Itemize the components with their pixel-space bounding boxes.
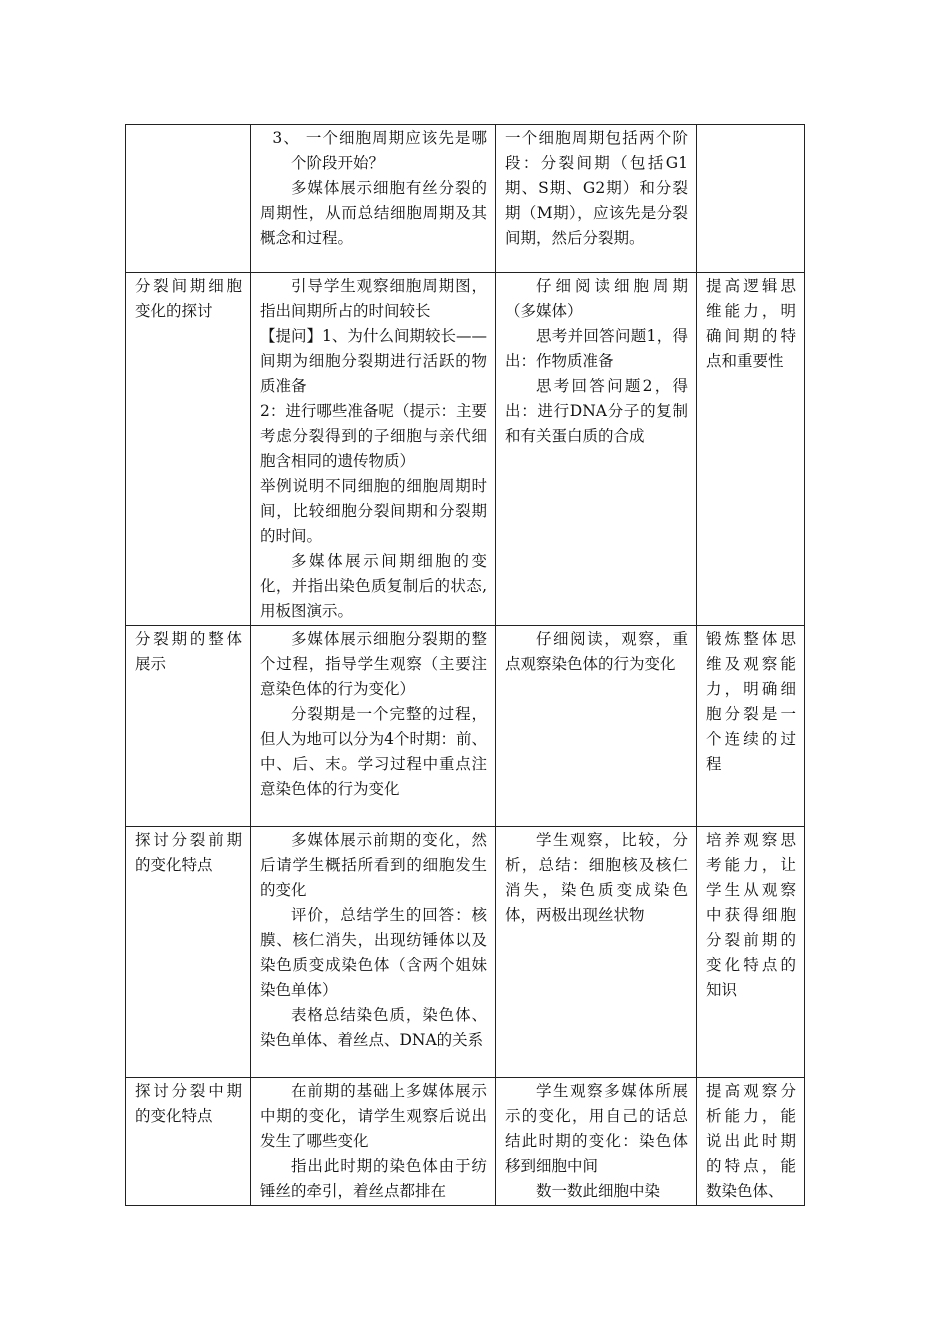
purpose-text: 培养观察思考能力，让学生从观察中获得细胞分裂前期的变化特点的知识	[706, 831, 796, 999]
teacher-activity-cell	[251, 827, 496, 1078]
purpose-text: 锻炼整体思维及观察能力，明确细胞分裂是一个连续的过程	[706, 630, 796, 773]
teacher-paragraph: 分裂期是一个完整的过程，但人为地可以分为4个时期：前、中、后、末。学习过程中重点注意染色体的行为变化	[260, 705, 487, 798]
teacher-paragraph: 3、 一个细胞周期应该先是哪个阶段开始？	[272, 129, 487, 172]
teacher-activity-cell	[251, 626, 496, 827]
teacher-paragraph: 在前期的基础上多媒体展示中期的变化，请学生观察后说出发生了哪些变化	[260, 1082, 487, 1150]
student-activity-cell	[496, 827, 697, 1078]
teacher-paragraph: 多媒体展示细胞分裂期的整个过程，指导学生观察（主要注意染色体的行为变化）	[260, 630, 487, 698]
teacher-paragraph: 评价，总结学生的回答：核膜、核仁消失，出现纺锤体以及染色质变成染色体（含两个姐妹染色单体）	[260, 906, 487, 999]
topic-text: 分裂期的整体展示	[135, 630, 242, 673]
student-paragraph: 数一数此细胞中染	[536, 1182, 661, 1200]
student-paragraph: 一个细胞周期包括两个阶段：分裂间期（包括G1期、S期、G2期）和分裂期（M期），应该先是分裂间期，然后分裂期。	[505, 129, 688, 247]
student-paragraph: 思考并回答问题1，得出：作物质准备	[505, 327, 688, 370]
teacher-paragraph: 2：进行哪些准备呢（提示：主要考虑分裂得到的子细胞与亲代细胞含相同的遗传物质）	[260, 402, 487, 470]
table-row	[126, 626, 805, 827]
purpose-cell	[697, 1078, 805, 1206]
purpose-cell	[697, 626, 805, 827]
teacher-paragraph: 指出此时期的染色体由于纺锤丝的牵引，着丝点都排在	[260, 1157, 487, 1200]
teacher-activity-cell	[251, 273, 496, 626]
topic-cell	[126, 626, 251, 827]
purpose-cell	[697, 827, 805, 1078]
topic-cell	[126, 125, 251, 273]
purpose-text: 提高观察分析能力，能说出此时期的特点，能数染色体、	[706, 1082, 796, 1200]
teacher-activity-cell	[251, 125, 496, 273]
student-activity-cell	[496, 125, 697, 273]
lesson-plan-table	[125, 124, 805, 1206]
topic-text: 探讨分裂中期的变化特点	[135, 1082, 242, 1125]
student-paragraph: 仔细阅读，观察，重点观察染色体的行为变化	[505, 630, 688, 673]
teacher-activity-cell	[251, 1078, 496, 1206]
teacher-paragraph: 表格总结染色质，染色体、染色单体、着丝点、DNA的关系	[260, 1006, 487, 1049]
student-paragraph: 学生观察多媒体所展示的变化，用自己的话总结此时期的变化：染色体移到细胞中间	[505, 1082, 688, 1175]
student-paragraph: 思考回答问题2，得出：进行DNA分子的复制和有关蛋白质的合成	[505, 377, 688, 445]
purpose-text: 提高逻辑思维能力，明确间期的特点和重要性	[706, 277, 796, 370]
table-row	[126, 125, 805, 273]
topic-cell	[126, 273, 251, 626]
teacher-paragraph: 【提问】1、为什么间期较长——间期为细胞分裂期进行活跃的物质准备	[260, 327, 487, 395]
student-activity-cell	[496, 626, 697, 827]
purpose-cell	[697, 273, 805, 626]
topic-text: 探讨分裂前期的变化特点	[135, 831, 242, 874]
table-row	[126, 273, 805, 626]
topic-cell	[126, 827, 251, 1078]
purpose-cell	[697, 125, 805, 273]
lesson-plan-body	[126, 125, 805, 1206]
topic-text: 分裂间期细胞变化的探讨	[135, 277, 242, 320]
teacher-paragraph: 引导学生观察细胞周期图，指出间期所占的时间较长	[260, 277, 487, 320]
table-row	[126, 827, 805, 1078]
student-paragraph: 学生观察，比较，分析，总结：细胞核及核仁消失，染色质变成染色体，两极出现丝状物	[505, 831, 688, 924]
student-paragraph: 仔细阅读细胞周期（多媒体）	[505, 277, 688, 320]
topic-cell	[126, 1078, 251, 1206]
teacher-paragraph: 多媒体展示细胞有丝分裂的周期性，从而总结细胞周期及其概念和过程。	[260, 179, 487, 247]
student-activity-cell	[496, 1078, 697, 1206]
teacher-paragraph: 举例说明不同细胞的细胞周期时间，比较细胞分裂间期和分裂期的时间。	[260, 477, 487, 545]
table-row	[126, 1078, 805, 1206]
teacher-paragraph: 多媒体展示间期细胞的变化，并指出染色质复制后的状态,用板图演示。	[260, 552, 487, 620]
student-activity-cell	[496, 273, 697, 626]
teacher-paragraph: 多媒体展示前期的变化，然后请学生概括所看到的细胞发生的变化	[260, 831, 487, 899]
